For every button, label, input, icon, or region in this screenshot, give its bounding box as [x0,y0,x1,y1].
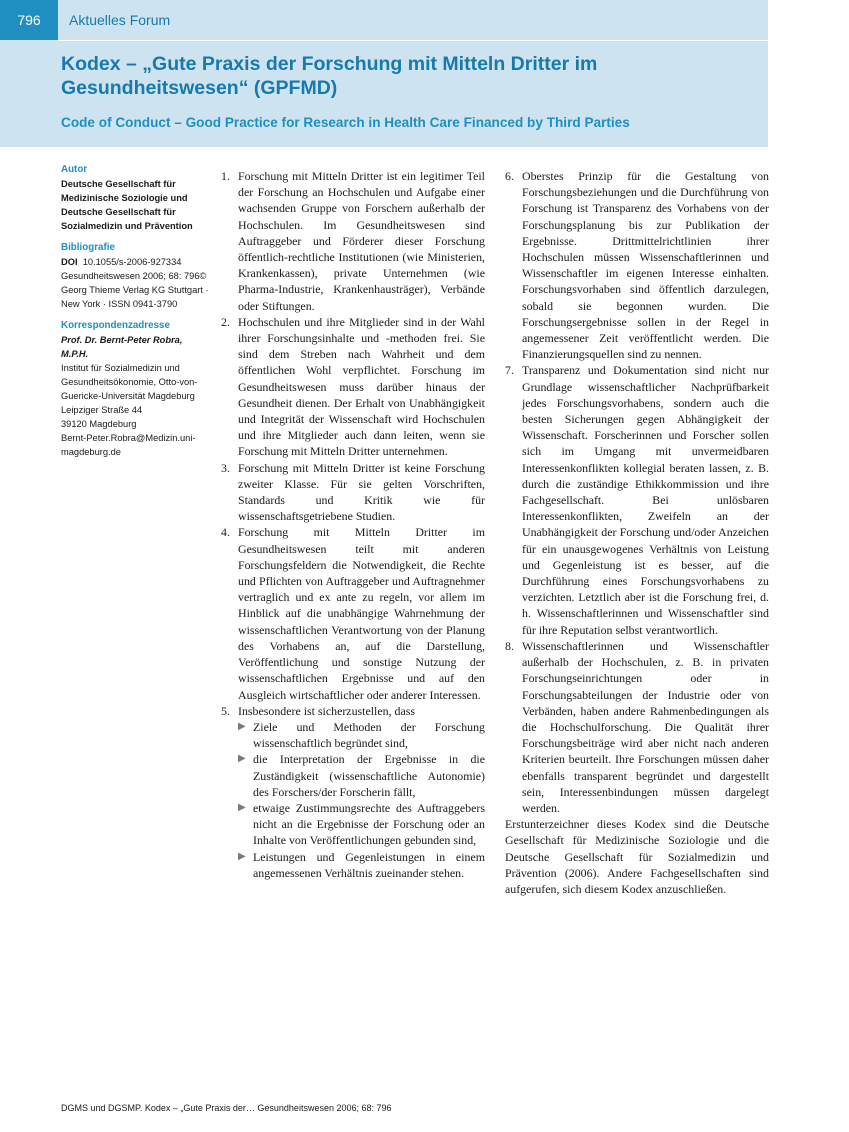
item-number: 1. [221,169,230,183]
correspondence-name: Prof. Dr. Bernt-Peter Robra, M.P.H. [61,335,183,359]
item-text: Transparenz und Dokumentation sind nicht nur Grundlage wissenschaftlicher Nachprüfbarkeit jedes Forschungsvorhabens, sondern auch die besten Sicherungen gegen Abhängigkeit der Wissenschaft. Forscherinnen und Forscher sollen sich im Umgang mit unvermeidbaren Interessenkonflikten kollegial beraten lassen, z. B. durch die zuständige Ethikkommission und ihre Fachgesellschaft. Bei unlösbaren Interessenkonflikten, Zweifeln an der Unabhängigkeit der Forschung und/oder Anzeichen für ein unausgewogenes Verhältnis von Leistung und Gegenleistung ist es besser, auf die Durchführung eines Forschungsvorhabens zu verzichten. Letztlich aber ist die Forschung frei, d. h. Wissenschaftlerinnen und Wissenschaftler sind für ihre Reputation selbst verantwortlich. [522,363,769,637]
sub-list-item [238,751,485,800]
journal-citation: Gesundheitswesen 2006; 68: 796© Georg Thieme Verlag KG Stuttgart · New York · ISSN 0941-3790 [61,271,209,309]
item-text: Insbesondere ist sicherzustellen, dass [238,703,415,718]
item-text: Forschung mit Mitteln Dritter ist ein legitimer Teil der Forschung an Hochschulen und Aufgabe einer wachsenden Gruppe von Forschern außerhalb der Hochschulen. Im Gesundheitswesen sind Auftraggeber und Förderer dieser Forschung öffentlich-rechtliche Institutionen (wie Ministerien, Krankenkassen), private Unternehmen (wie Pharma-Industrie, Krankenhausträger), Verbände oder Stiftungen. [238,169,485,313]
sub-item-text: Leistungen und Gegenleistungen in einem angemessenen Verhältnis zueinander stehen. [253,849,485,880]
sub-item-text: etwaige Zustimmungsrechte des Auftraggebers nicht an die Ergebnisse der Forschung oder an Inhalte von Veröffentlichungen gebunden sind, [253,800,485,848]
item-text: Wissenschaftlerinnen und Wissenschaftler außerhalb der Hochschulen, z. B. in privaten Forschungseinrichtungen oder in Forschungsabteilungen der Industrie oder von Verbänden, haben andere Rahmenbedingungen als die Hochschulforschung. Die Qualität ihrer Forschungsbeiträge wird aber nicht nach anderen Kriterien beurteilt. Ihre Forschungen müssen daher ebenfalls transparent begründet und dargestellt sein, Interessenbindungen müssen dargelegt werden. [522,638,769,815]
list-item [221,168,485,314]
item-text: Oberstes Prinzip für die Gestaltung von Forschungsbeziehungen und die Durchführung von Forschung ist Transparenz des Vorhabens von der Forschungsplanung bis zur Publikation der Ergebnisse. Drittmittelrichtlinien ihrer Hochschulen müssen Wissenschaftlerinnen und Wissenschaftler im eigenen Interesse einhalten. Forschungsvorhaben sind öffentlich darzulegen, sobald sie begonnen wurden. Die Forschungsergebnisse sollen in der Regel in angemessener Zeit veröffentlicht werden. Die Finanzierungsquellen sind zu nennen. [522,169,769,362]
triangle-right-icon: ▶ [238,720,246,732]
article-subtitle: Code of Conduct – Good Practice for Research in Health Care Financed by Third Parties [61,115,630,130]
email-link[interactable]: Bernt-Peter.Robra@Medizin.uni-magdeburg.de [61,433,196,457]
header-divider [58,40,768,41]
item-number: 2. [221,314,230,329]
address-street: Leipziger Straße 44 [61,405,143,415]
sub-list-item [238,719,485,751]
triangle-right-icon: ▶ [238,753,246,765]
list-item [221,314,485,460]
list-item [505,362,769,637]
article-title: Kodex – „Gute Praxis der Forschung mit Mitteln Dritter im Gesundheitswesen“ (GPFMD) [61,53,598,99]
page-number: 796 [0,0,58,40]
doi-line [61,255,211,269]
doi-label: DOI [61,257,78,267]
item-text: Forschung mit Mitteln Dritter ist keine Forschung zweiter Klasse. Für sie gelten Vorschriften, Standards und Kritik wie für wissenschaftsgetriebene Studien. [238,460,485,524]
sub-list-item [238,849,485,881]
address-institute: Institut für Sozialmedizin und Gesundheitsökonomie, Otto-von-Guericke-Universität Magdeburg [61,363,198,401]
item-text: Hochschulen und ihre Mitglieder sind in der Wahl ihrer Forschungsinhalte und -methoden frei. Sie sind dem Streben nach Wahrheit und dem öffentlichen Wohl verpflichtet. Forschung im Gesundheitswesen muss darüber hinaus der Gesundheit dienen. Der Erhalt von Unabhängigkeit und Integrität der Wissenschaft wird Hochschulen und ihre Mitglieder auch dann leiten, wenn sie Forschung mit Mitteln Dritter unternehmen. [238,314,485,459]
sub-list-item [238,800,485,849]
item-number: 6. [505,169,514,183]
list-item [505,168,769,362]
sub-item-text: Ziele und Methoden der Forschung wissenschaftlich begründet sind, [253,719,485,751]
item-number: 5. [221,703,230,718]
item-number: 3. [221,460,230,475]
sub-item-text: die Interpretation der Ergebnisse in die Zuständigkeit (wissenschaftliche Autonomie) des Forschers/der Forscherin fällt, [253,752,485,799]
section-label: Aktuelles Forum [69,12,171,28]
doi-link[interactable]: 10.1055/s-2006-927334 [82,257,182,267]
correspondence-heading: Korrespondenzadresse [61,320,170,331]
address-city: 39120 Magdeburg [61,419,137,429]
page-footer: DGMS und DGSMP. Kodex – „Gute Praxis der… Gesundheitswesen 2006; 68: 796 [61,1103,392,1113]
author-heading: Autor [61,164,88,175]
list-item [221,524,485,702]
list-item [221,460,485,525]
sidebar [61,163,211,459]
item-number: 7. [505,363,514,378]
item-number: 8. [505,638,514,653]
triangle-right-icon: ▶ [238,801,246,813]
list-item [505,638,769,816]
item-text: Forschung mit Mitteln Dritter im Gesundheitswesen teilt mit anderen Forschungsfeldern die Notwendigkeit, die Rechte und Pflichten von Auftraggeber und Auftragnehmer vertraglich und ex ante zu regeln, vor allem im Hinblick auf die unabhängige Wahrnehmung der wissenschaftlichen Verantwortung von der Planung des Vorhabens an, auf die Darstellung, Veröffentlichung und sonstige Nutzung der wissenschaftlichen Ergebnisse und auf den Ausgleich wirtschaftlicher oder anderer Interessen. [238,525,485,702]
author-text: Deutsche Gesellschaft für Medizinische Soziologie und Deutsche Gesellschaft für Sozialmedizin und Prävention [61,179,193,231]
triangle-right-icon: ▶ [238,850,246,862]
closing-paragraph: Erstunterzeichner dieses Kodex sind die Deutsche Gesellschaft für Medizinische Soziologie und die Deutsche Gesellschaft für Sozialmedizin und Prävention (2006). Andere Fachgesellschaften sind aufgerufen, sich diesem Kodex anzuschließen. [505,817,769,896]
bibliography-heading: Bibliografie [61,242,115,253]
column-right [505,168,769,897]
list-item [221,703,485,719]
item-number: 4. [221,525,230,540]
column-left [221,168,485,881]
